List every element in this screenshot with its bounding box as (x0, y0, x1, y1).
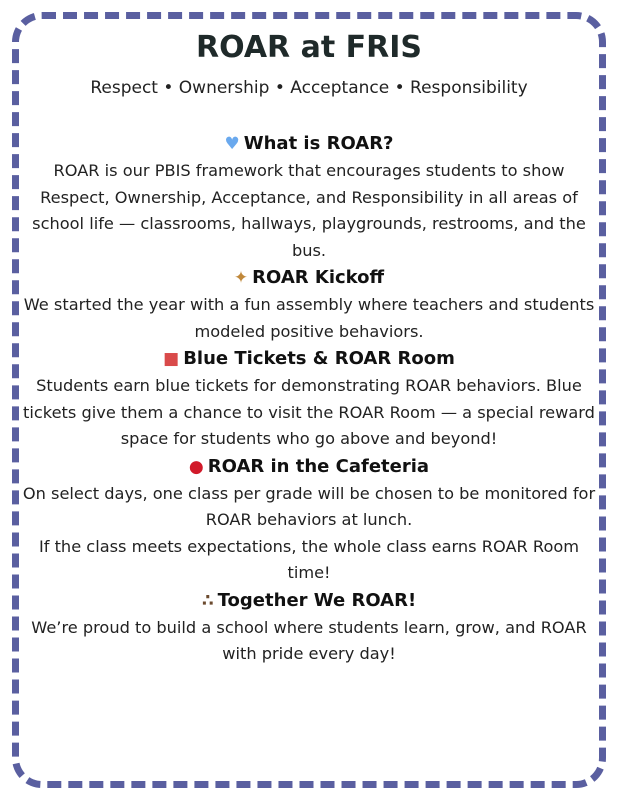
section-body: We’re proud to build a school where students learn, grow, and ROAR with pride every day! (31, 617, 587, 663)
party-popper-icon: ✦ (233, 268, 249, 288)
section-body: We started the year with a fun assembly where teachers and students modeled positive behaviors. (23, 295, 595, 341)
section-what-is-roar (22, 130, 596, 264)
values-subtitle: Respect • Ownership • Acceptance • Responsibility (90, 78, 528, 98)
section-blue-tickets (22, 345, 596, 453)
section-heading (22, 130, 596, 158)
flyer-content (22, 30, 596, 668)
section-body: On select days, one class per grade will be chosen to be monitored for ROAR behaviors at lunch. (22, 483, 596, 529)
section-heading-text: ROAR in the Cafeteria (207, 455, 430, 477)
section-body: Students earn blue tickets for demonstrating ROAR behaviors. Blue tickets give them a chance to visit the ROAR Room — a special reward space for students who go above and beyond! (23, 376, 595, 448)
section-heading-text: Blue Tickets & ROAR Room (183, 348, 455, 369)
section-heading (22, 345, 596, 373)
section-heading-text: Together We ROAR! (217, 589, 417, 611)
apple-icon: ● (188, 456, 204, 477)
section-roar-kickoff (22, 264, 596, 345)
section-together-we-roar (22, 587, 596, 668)
paw-prints-icon: ∴ (201, 590, 214, 611)
ticket-icon: ■ (163, 349, 180, 369)
heart-icon: ♥ (224, 134, 240, 154)
section-body: ROAR is our PBIS framework that encourages students to show Respect, Ownership, Acceptance, and Responsibility in all areas of school life — classrooms, hallways, playgrounds, restrooms, and the bus. (32, 161, 586, 260)
section-heading (22, 453, 596, 481)
section-heading-text: What is ROAR? (243, 133, 394, 154)
section-heading-text: ROAR Kickoff (252, 267, 385, 288)
page-title: ROAR at FRIS (196, 30, 422, 65)
section-heading (22, 264, 596, 292)
section-heading (22, 587, 596, 615)
section-cafeteria (22, 453, 596, 587)
section-body: If the class meets expectations, the whole class earns ROAR Room time! (38, 536, 580, 582)
